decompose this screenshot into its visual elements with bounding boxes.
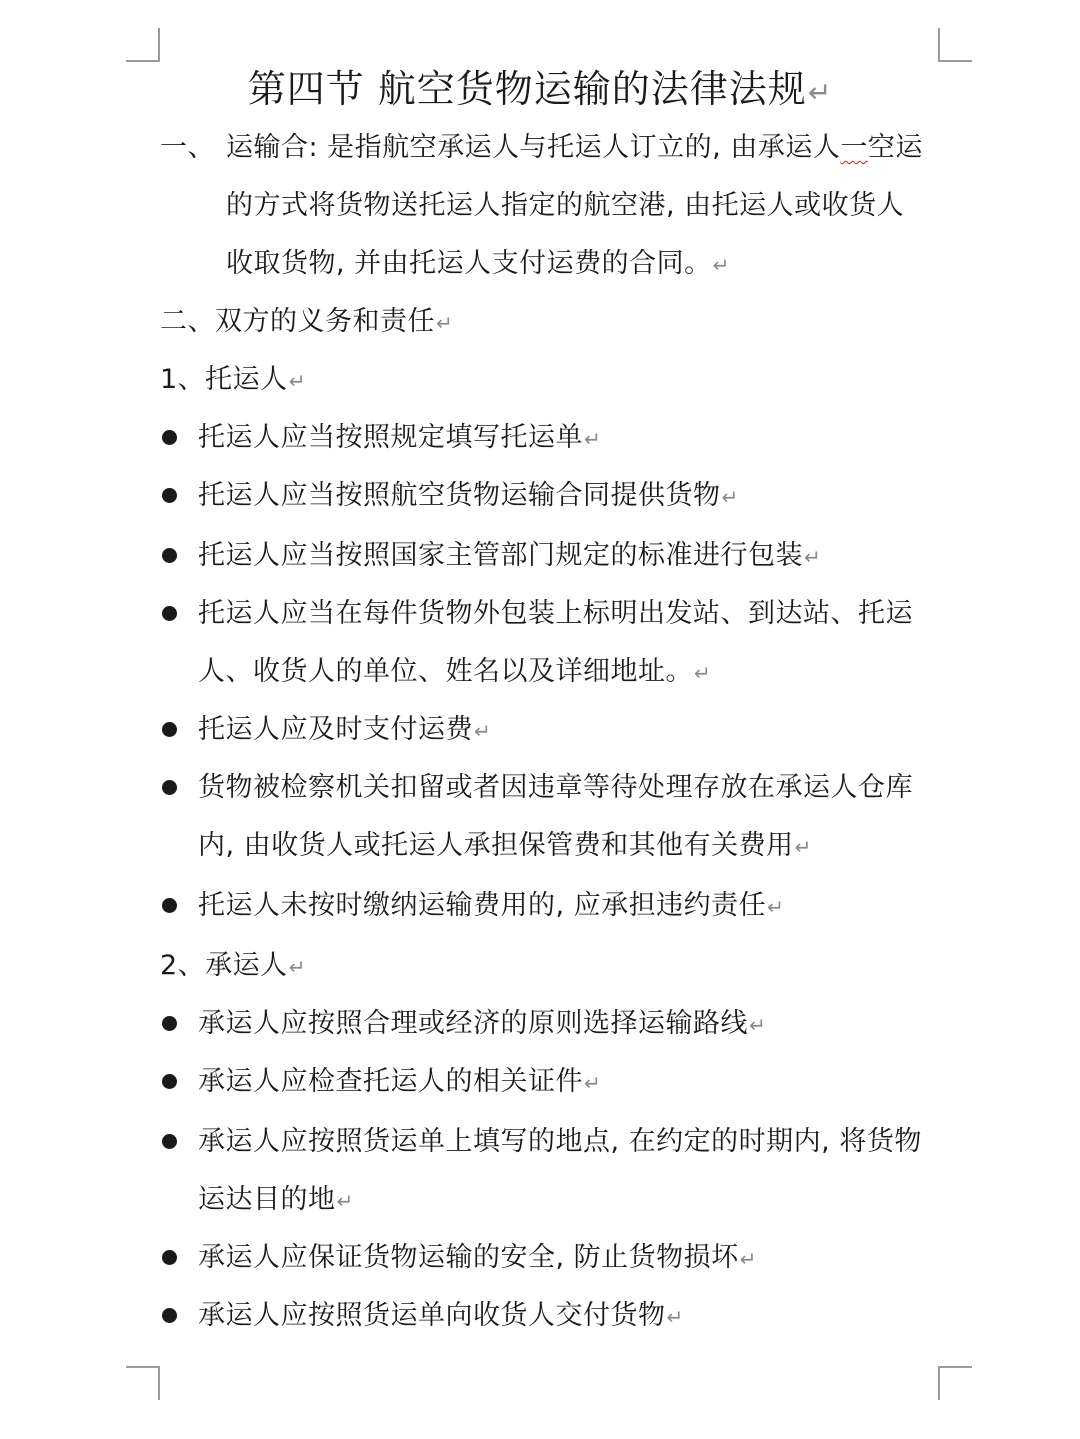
bullet-icon: [162, 1074, 177, 1089]
shipper-item: [198, 418, 601, 459]
carrier-item: [198, 1238, 757, 1279]
shipper-item: 托运人应当在每件货物外包装上标明出发站、到达站、托运: [198, 598, 913, 629]
paragraph-mark-icon: ↵: [288, 369, 306, 393]
section-one-line-2: 的方式将货物送托运人指定的航空港, 由托运人或收货人: [226, 190, 905, 221]
bullet-icon: [162, 780, 177, 795]
carrier-item-text: 承运人应按照货运单向收货人交付货物: [198, 1300, 666, 1331]
shipper-item-text: 托运人应当按照规定填写托运单: [198, 422, 583, 453]
paragraph-mark-icon: ↵: [739, 1247, 757, 1271]
section-two-heading: [160, 302, 453, 343]
shipper-item: [198, 886, 784, 927]
spellcheck-flag: 一: [840, 132, 868, 163]
paragraph-mark-icon: ↵: [807, 76, 833, 109]
bullet-icon: [162, 722, 177, 737]
carrier-item-text: 承运人应检查托运人的相关证件: [198, 1066, 583, 1097]
paragraph-mark-icon: ↵: [804, 545, 822, 569]
shipper-item-continued: [198, 652, 711, 693]
shipper-item-text: 人、收货人的单位、姓名以及详细地址。: [198, 656, 693, 687]
shipper-heading: [160, 360, 306, 401]
carrier-item: 承运人应按照货运单上填写的地点, 在约定的时期内, 将货物: [198, 1126, 922, 1157]
paragraph-mark-icon: ↵: [721, 485, 739, 509]
paragraph-mark-icon: ↵: [584, 427, 602, 451]
paragraph-mark-icon: ↵: [436, 311, 454, 335]
section-one-line-3: [226, 244, 730, 285]
paragraph-mark-icon: ↵: [767, 895, 785, 919]
bullet-icon: [162, 430, 177, 445]
section-one-line-1-tail: 空运: [867, 132, 923, 163]
paragraph-mark-icon: ↵: [794, 835, 812, 859]
section-one-line-3-text: 收取货物, 并由托运人支付运费的合同。: [226, 248, 712, 279]
paragraph-mark-icon: ↵: [584, 1071, 602, 1095]
paragraph-mark-icon: ↵: [666, 1305, 684, 1329]
page-corner-bottom-right: [938, 1366, 972, 1400]
paragraph-mark-icon: ↵: [694, 661, 712, 685]
carrier-item: [198, 1004, 766, 1045]
shipper-heading-text: 1、托运人: [160, 364, 288, 395]
section-one-number: 一、: [160, 132, 215, 163]
bullet-icon: [162, 1308, 177, 1323]
paragraph-mark-icon: ↵: [288, 955, 306, 979]
shipper-item: [198, 710, 491, 751]
bullet-icon: [162, 488, 177, 503]
carrier-heading: [160, 946, 306, 987]
carrier-item-continued: [198, 1180, 354, 1221]
shipper-item-continued: [198, 826, 812, 867]
page-title: [0, 62, 1080, 120]
shipper-item-text: 托运人应当按照航空货物运输合同提供货物: [198, 480, 721, 511]
shipper-item-text: 托运人未按时缴纳运输费用的, 应承担违约责任: [198, 890, 767, 921]
shipper-item-text: 托运人应及时支付运费: [198, 714, 473, 745]
section-two-heading-text: 二、双方的义务和责任: [160, 306, 435, 337]
paragraph-mark-icon: ↵: [474, 719, 492, 743]
paragraph-mark-icon: ↵: [712, 253, 730, 277]
bullet-icon: [162, 606, 177, 621]
shipper-item: [198, 536, 821, 577]
paragraph-mark-icon: ↵: [749, 1013, 767, 1037]
page-corner-top-left: [126, 28, 160, 62]
bullet-icon: [162, 898, 177, 913]
carrier-item-text: 承运人应保证货物运输的安全, 防止货物损坏: [198, 1242, 739, 1273]
paragraph-mark-icon: ↵: [336, 1189, 354, 1213]
bullet-icon: [162, 548, 177, 563]
carrier-item: [198, 1062, 601, 1103]
bullet-icon: [162, 1134, 177, 1149]
bullet-icon: [162, 1016, 177, 1031]
page-corner-bottom-left: [126, 1366, 160, 1400]
carrier-item: [198, 1296, 684, 1337]
page-title-text: 第四节 航空货物运输的法律法规: [247, 67, 807, 111]
page-corner-top-right: [938, 28, 972, 62]
shipper-item: 货物被检察机关扣留或者因违章等待处理存放在承运人仓库: [198, 772, 913, 803]
carrier-item-text: 运达目的地: [198, 1184, 336, 1215]
shipper-item-text: 托运人应当按照国家主管部门规定的标准进行包装: [198, 540, 803, 571]
bullet-icon: [162, 1250, 177, 1265]
carrier-item-text: 承运人应按照合理或经济的原则选择运输路线: [198, 1008, 748, 1039]
carrier-heading-text: 2、承运人: [160, 950, 288, 981]
shipper-item-text: 内, 由收货人或托运人承担保管费和其他有关费用: [198, 830, 794, 861]
shipper-item: [198, 476, 739, 517]
section-one-line-1: [226, 128, 923, 168]
section-one-line-1-text: 运输合: 是指航空承运人与托运人订立的, 由承运人: [226, 132, 841, 163]
